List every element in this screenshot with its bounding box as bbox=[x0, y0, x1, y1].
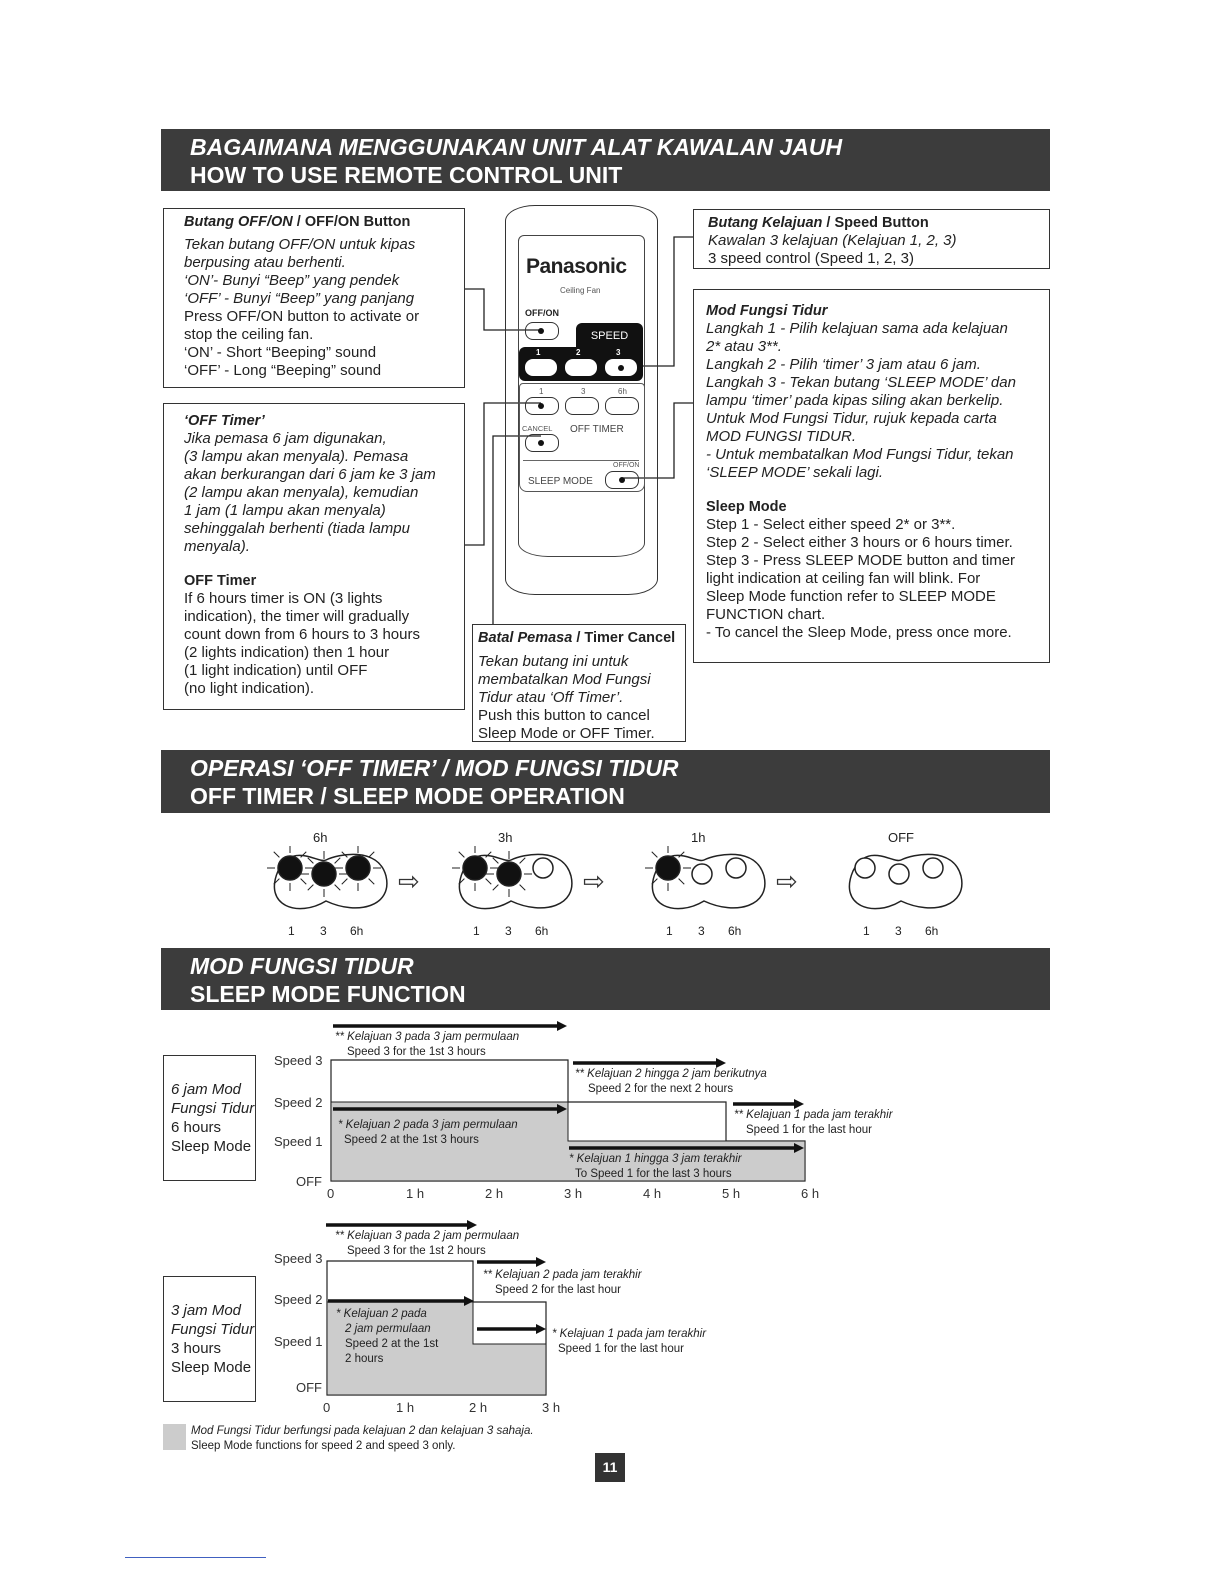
arrow-right-icon: ⇨ bbox=[776, 866, 798, 896]
timer-state-2 bbox=[636, 828, 798, 938]
light-ray bbox=[459, 852, 465, 858]
x-tick-label: 0 bbox=[327, 1186, 335, 1201]
sleep-mode-button[interactable] bbox=[605, 471, 639, 489]
annotation-ms: * Kelajuan 2 pada bbox=[336, 1308, 427, 1320]
text-line: Step 3 - Press SLEEP MODE button and timer bbox=[706, 552, 1016, 569]
x-tick-label: 5 h bbox=[722, 1186, 741, 1201]
timer-6h-button[interactable] bbox=[605, 397, 639, 415]
y-label: Speed 2 bbox=[274, 1292, 323, 1307]
timer-key-label: 6h bbox=[535, 924, 549, 938]
header-title-ms: OPERASI ‘OFF TIMER’ / MOD FUNGSI TIDUR bbox=[190, 755, 679, 781]
text-line: Press OFF/ON button to activate or bbox=[184, 308, 420, 325]
text-line: (2 lampu akan menyala), kemudian bbox=[184, 484, 419, 501]
light-off bbox=[889, 864, 909, 884]
footer-rule bbox=[125, 1557, 266, 1558]
annotation-ms: 2 jam permulaan bbox=[345, 1323, 431, 1335]
x-tick-label: 2 h bbox=[469, 1400, 488, 1415]
light-on bbox=[346, 856, 370, 880]
title-ms: ‘OFF Timer’ bbox=[184, 413, 265, 429]
speed-1-button[interactable] bbox=[525, 359, 557, 376]
text-line: Langkah 2 - Pilih ‘timer’ 3 jam atau 6 jam. bbox=[706, 356, 981, 373]
annotation-en: Speed 2 for the next 2 hours bbox=[588, 1083, 734, 1095]
timer-key-label: 6h bbox=[618, 387, 627, 396]
timer-state-1 bbox=[443, 828, 605, 938]
text-line: Langkah 3 - Tekan butang ‘SLEEP MODE’ dan bbox=[706, 374, 1016, 391]
text-line: indication), the timer will gradually bbox=[184, 608, 410, 625]
annotation-en: Speed 3 for the 1st 2 hours bbox=[347, 1245, 486, 1257]
timer-1h-button[interactable] bbox=[525, 397, 559, 415]
timer-state-0 bbox=[258, 828, 420, 938]
fan-light-indicator-icon bbox=[443, 846, 578, 936]
annotation-ms: ** Kelajuan 2 hingga 2 jam berikutnya bbox=[575, 1068, 767, 1080]
title-ms: Mod Fungsi Tidur bbox=[706, 303, 828, 319]
y-label: Speed 2 bbox=[274, 1095, 323, 1110]
text-line: menyala). bbox=[184, 538, 250, 555]
text-line: Sleep Mode or OFF Timer. bbox=[478, 725, 655, 742]
speed-key-label: 2 bbox=[576, 348, 581, 357]
text-line: Jika pemasa 6 jam digunakan, bbox=[184, 430, 387, 447]
sleep-mode-description bbox=[693, 289, 1050, 663]
timer-cancel-button[interactable] bbox=[525, 434, 559, 452]
label-line: 6 hours bbox=[171, 1119, 222, 1136]
timer-state-label: OFF bbox=[888, 830, 914, 845]
text-line: (2 lights indication) then 1 hour bbox=[184, 644, 390, 661]
text-line: FUNCTION chart. bbox=[706, 606, 826, 623]
timer-key-label: 3 bbox=[581, 387, 586, 396]
speed-key-label: 3 bbox=[616, 348, 621, 357]
text-line: Tekan butang ini untuk bbox=[478, 653, 629, 670]
annotation-en: Speed 1 for the last hour bbox=[746, 1124, 872, 1136]
header-title-en: SLEEP MODE FUNCTION bbox=[190, 981, 466, 1007]
text-line: - Untuk membatalkan Mod Fungsi Tidur, tekan bbox=[706, 446, 1014, 463]
label-line: Fungsi Tidur bbox=[171, 1100, 255, 1117]
cancel-label: CANCEL bbox=[522, 424, 553, 433]
annotation-ms: * Kelajuan 1 hingga 3 jam terakhir bbox=[569, 1153, 742, 1165]
light-on bbox=[463, 856, 487, 880]
fan-light-indicator-icon bbox=[833, 846, 968, 936]
arrow-right-icon: ⇨ bbox=[398, 866, 420, 896]
title-en: / OFF/ON Button bbox=[292, 214, 411, 230]
x-tick-label: 0 bbox=[323, 1400, 331, 1415]
fan-light-indicator-icon bbox=[636, 846, 771, 936]
arrow-head-icon bbox=[557, 1021, 567, 1031]
x-tick-label: 4 h bbox=[643, 1186, 662, 1201]
text-line: (no light indication). bbox=[184, 680, 315, 697]
fan-light-indicator-icon bbox=[258, 846, 393, 936]
light-on bbox=[278, 856, 302, 880]
light-off bbox=[855, 858, 875, 878]
y-label: OFF bbox=[296, 1174, 322, 1189]
legend-text-en: Sleep Mode functions for speed 2 and speed 3 only. bbox=[191, 1440, 456, 1452]
timer-key-label: 1 bbox=[288, 924, 295, 938]
page-number: 11 bbox=[595, 1453, 625, 1482]
timer-key-label: 1 bbox=[539, 387, 544, 396]
y-label: Speed 1 bbox=[274, 1334, 323, 1349]
text-line: 3 speed control (Speed 1, 2, 3) bbox=[708, 250, 914, 267]
annotation-en: Speed 1 for the last hour bbox=[558, 1343, 684, 1355]
legend-text-ms: Mod Fungsi Tidur berfungsi pada kelajuan 2 dan kelajuan 3 sahaja. bbox=[191, 1425, 534, 1437]
light-ray bbox=[369, 852, 375, 858]
annotation-en: Speed 2 at the 1st 3 hours bbox=[344, 1134, 479, 1146]
label-line: 6 jam Mod bbox=[171, 1081, 242, 1098]
remote-timer-panel bbox=[519, 383, 645, 492]
label-line: Sleep Mode bbox=[171, 1138, 252, 1155]
text-line: ‘SLEEP MODE’ sekali lagi. bbox=[706, 464, 884, 481]
label-line: Sleep Mode bbox=[171, 1359, 252, 1376]
text-line: membatalkan Mod Fungsi bbox=[478, 671, 651, 688]
text-line: ‘OFF’ - Bunyi “Beep” yang panjang bbox=[184, 290, 415, 307]
header-title-en: OFF TIMER / SLEEP MODE OPERATION bbox=[190, 783, 625, 809]
title-en: OFF Timer bbox=[184, 573, 257, 589]
arrow-head-icon bbox=[536, 1257, 546, 1267]
annotation-ms: ** Kelajuan 2 pada jam terakhir bbox=[483, 1269, 642, 1281]
light-off bbox=[923, 858, 943, 878]
text-line: - To cancel the Sleep Mode, press once more. bbox=[706, 624, 1012, 641]
x-tick-label: 6 h bbox=[801, 1186, 820, 1201]
text-line: Tidur atau ‘Off Timer’. bbox=[478, 689, 624, 706]
text-line: Sleep Mode function refer to SLEEP MODE bbox=[706, 588, 996, 605]
title-ms: Butang OFF/ON bbox=[184, 214, 293, 230]
y-label: OFF bbox=[296, 1380, 322, 1395]
header-title-en: HOW TO USE REMOTE CONTROL UNIT bbox=[190, 162, 623, 188]
x-tick-label: 3 h bbox=[564, 1186, 583, 1201]
text-line: Push this button to cancel bbox=[478, 707, 650, 724]
y-label: Speed 3 bbox=[274, 1251, 323, 1266]
text-line: Untuk Mod Fungsi Tidur, rujuk kepada carta bbox=[706, 410, 997, 427]
section-header-timer bbox=[161, 750, 1050, 813]
x-tick-label: 1 h bbox=[406, 1186, 425, 1201]
annotation-en: Speed 3 for the 1st 3 hours bbox=[347, 1046, 486, 1058]
timer-state-label: 3h bbox=[498, 830, 513, 845]
off-timer-label: OFF TIMER bbox=[570, 424, 624, 435]
x-tick-label: 2 h bbox=[485, 1186, 504, 1201]
title-en: / Speed Button bbox=[822, 215, 929, 231]
text-line: lampu ‘timer’ pada kipas siling akan berkelip. bbox=[706, 392, 1004, 409]
light-ray bbox=[652, 852, 658, 858]
text-line: count down from 6 hours to 3 hours bbox=[184, 626, 420, 643]
timer-key-label: 6h bbox=[350, 924, 364, 938]
off-timer-description bbox=[163, 403, 465, 710]
timer-key-label: 1 bbox=[863, 924, 870, 938]
annotation-en: 2 hours bbox=[345, 1353, 384, 1365]
timer-key-label: 6h bbox=[728, 924, 742, 938]
legend-swatch bbox=[163, 1424, 186, 1450]
light-ray bbox=[274, 852, 280, 858]
x-tick-label: 3 h bbox=[542, 1400, 561, 1415]
arrow-right-icon: ⇨ bbox=[583, 866, 605, 896]
annotation-ms: ** Kelajuan 3 pada 2 jam permulaan bbox=[335, 1230, 520, 1242]
label-line: Fungsi Tidur bbox=[171, 1321, 255, 1338]
text-line: ‘ON’- Bunyi “Beep” yang pendek bbox=[184, 272, 400, 289]
timer-key-label: 3 bbox=[698, 924, 705, 938]
light-on bbox=[312, 862, 336, 886]
text-line: ‘ON’ - Short “Beeping” sound bbox=[184, 344, 377, 361]
sleep-offon-label: OFF/ON bbox=[613, 462, 640, 469]
title-ms: Butang Kelajuan bbox=[708, 215, 823, 231]
light-off bbox=[692, 864, 712, 884]
annotation-en: Speed 2 at the 1st bbox=[345, 1338, 439, 1350]
timer-state-label: 1h bbox=[691, 830, 706, 845]
label-line: 3 jam Mod bbox=[171, 1302, 242, 1319]
annotation-ms: * Kelajuan 1 pada jam terakhir bbox=[552, 1328, 707, 1340]
text-line: 2* atau 3**. bbox=[706, 338, 782, 355]
title-ms: Batal Pemasa bbox=[478, 630, 573, 646]
text-line: (3 lampu akan menyala). Pemasa bbox=[184, 448, 409, 465]
annotation-en: To Speed 1 for the last 3 hours bbox=[575, 1168, 732, 1180]
label-line: 3 hours bbox=[171, 1340, 222, 1357]
section-header-sleep bbox=[161, 948, 1050, 1010]
sleep-3h-chart bbox=[0, 1215, 1224, 1415]
timer-key-label: 6h bbox=[925, 924, 939, 938]
text-line: Tekan butang OFF/ON untuk kipas bbox=[184, 236, 416, 253]
remote-offon-label: OFF/ON bbox=[525, 308, 559, 318]
text-line: ‘OFF’ - Long “Beeping” sound bbox=[184, 362, 382, 379]
header-title-ms: MOD FUNGSI TIDUR bbox=[190, 953, 414, 979]
timer-key-label: 1 bbox=[666, 924, 673, 938]
annotation-ms: ** Kelajuan 1 pada jam terakhir bbox=[734, 1109, 893, 1121]
annotation-ms: * Kelajuan 2 pada 3 jam permulaan bbox=[338, 1119, 518, 1131]
text-line: 1 jam (1 lampu akan menyala) bbox=[184, 502, 386, 519]
y-label: Speed 1 bbox=[274, 1134, 323, 1149]
text-line: (1 light indication) until OFF bbox=[184, 662, 368, 679]
title-en: / Timer Cancel bbox=[572, 630, 676, 646]
timer-state-3 bbox=[833, 828, 968, 938]
timer-3h-button[interactable] bbox=[565, 397, 599, 415]
timer-cancel-description bbox=[472, 624, 686, 742]
speed-button-description bbox=[693, 209, 1050, 269]
timer-key-label: 1 bbox=[473, 924, 480, 938]
remote-control-body bbox=[505, 205, 658, 595]
text-line: If 6 hours timer is ON (3 lights bbox=[184, 590, 383, 607]
speed-3-button[interactable] bbox=[605, 359, 637, 376]
light-off bbox=[533, 858, 553, 878]
text-line: sehinggalah berhenti (tiada lampu bbox=[184, 520, 410, 537]
header-title-ms: BAGAIMANA MENGGUNAKAN UNIT ALAT KAWALAN JAUH bbox=[190, 134, 843, 160]
remote-speed-panel bbox=[519, 323, 643, 381]
timer-key-label: 3 bbox=[895, 924, 902, 938]
y-label: Speed 3 bbox=[274, 1053, 323, 1068]
offon-button-description bbox=[163, 208, 465, 388]
text-line: stop the ceiling fan. bbox=[184, 326, 314, 343]
text-line: Step 1 - Select either speed 2* or 3**. bbox=[706, 516, 956, 533]
sleep-mode-label: SLEEP MODE bbox=[528, 476, 593, 487]
text-line: akan berkurangan dari 6 jam ke 3 jam bbox=[184, 466, 436, 483]
x-tick-label: 1 h bbox=[396, 1400, 415, 1415]
text-line: Langkah 1 - Pilih kelajuan sama ada kelajuan bbox=[706, 320, 1008, 337]
text-line: light indication at ceiling fan will blink. For bbox=[706, 570, 981, 587]
annotation-ms: ** Kelajuan 3 pada 3 jam permulaan bbox=[335, 1031, 520, 1043]
timer-key-label: 3 bbox=[505, 924, 512, 938]
text-line: Step 2 - Select either 3 hours or 6 hours timer. bbox=[706, 534, 1013, 551]
timer-state-label: 6h bbox=[313, 830, 328, 845]
light-on bbox=[497, 862, 521, 886]
speed-2-button[interactable] bbox=[565, 359, 597, 376]
annotation-en: Speed 2 for the last hour bbox=[495, 1284, 621, 1296]
text-line: Kawalan 3 kelajuan (Kelajuan 1, 2, 3) bbox=[708, 232, 957, 249]
remote-speed-label: SPEED bbox=[576, 323, 643, 347]
timer-key-label: 3 bbox=[320, 924, 327, 938]
light-on bbox=[656, 856, 680, 880]
text-line: berpusing atau berhenti. bbox=[184, 254, 346, 271]
speed-key-label: 1 bbox=[536, 348, 541, 357]
remote-brand-logo: Panasonic bbox=[526, 255, 627, 278]
light-off bbox=[726, 858, 746, 878]
text-line: MOD FUNGSI TIDUR. bbox=[706, 428, 856, 445]
sleep-6h-chart bbox=[0, 1015, 1224, 1215]
remote-subtitle: Ceiling Fan bbox=[560, 286, 601, 295]
title-en: Sleep Mode bbox=[706, 499, 787, 515]
